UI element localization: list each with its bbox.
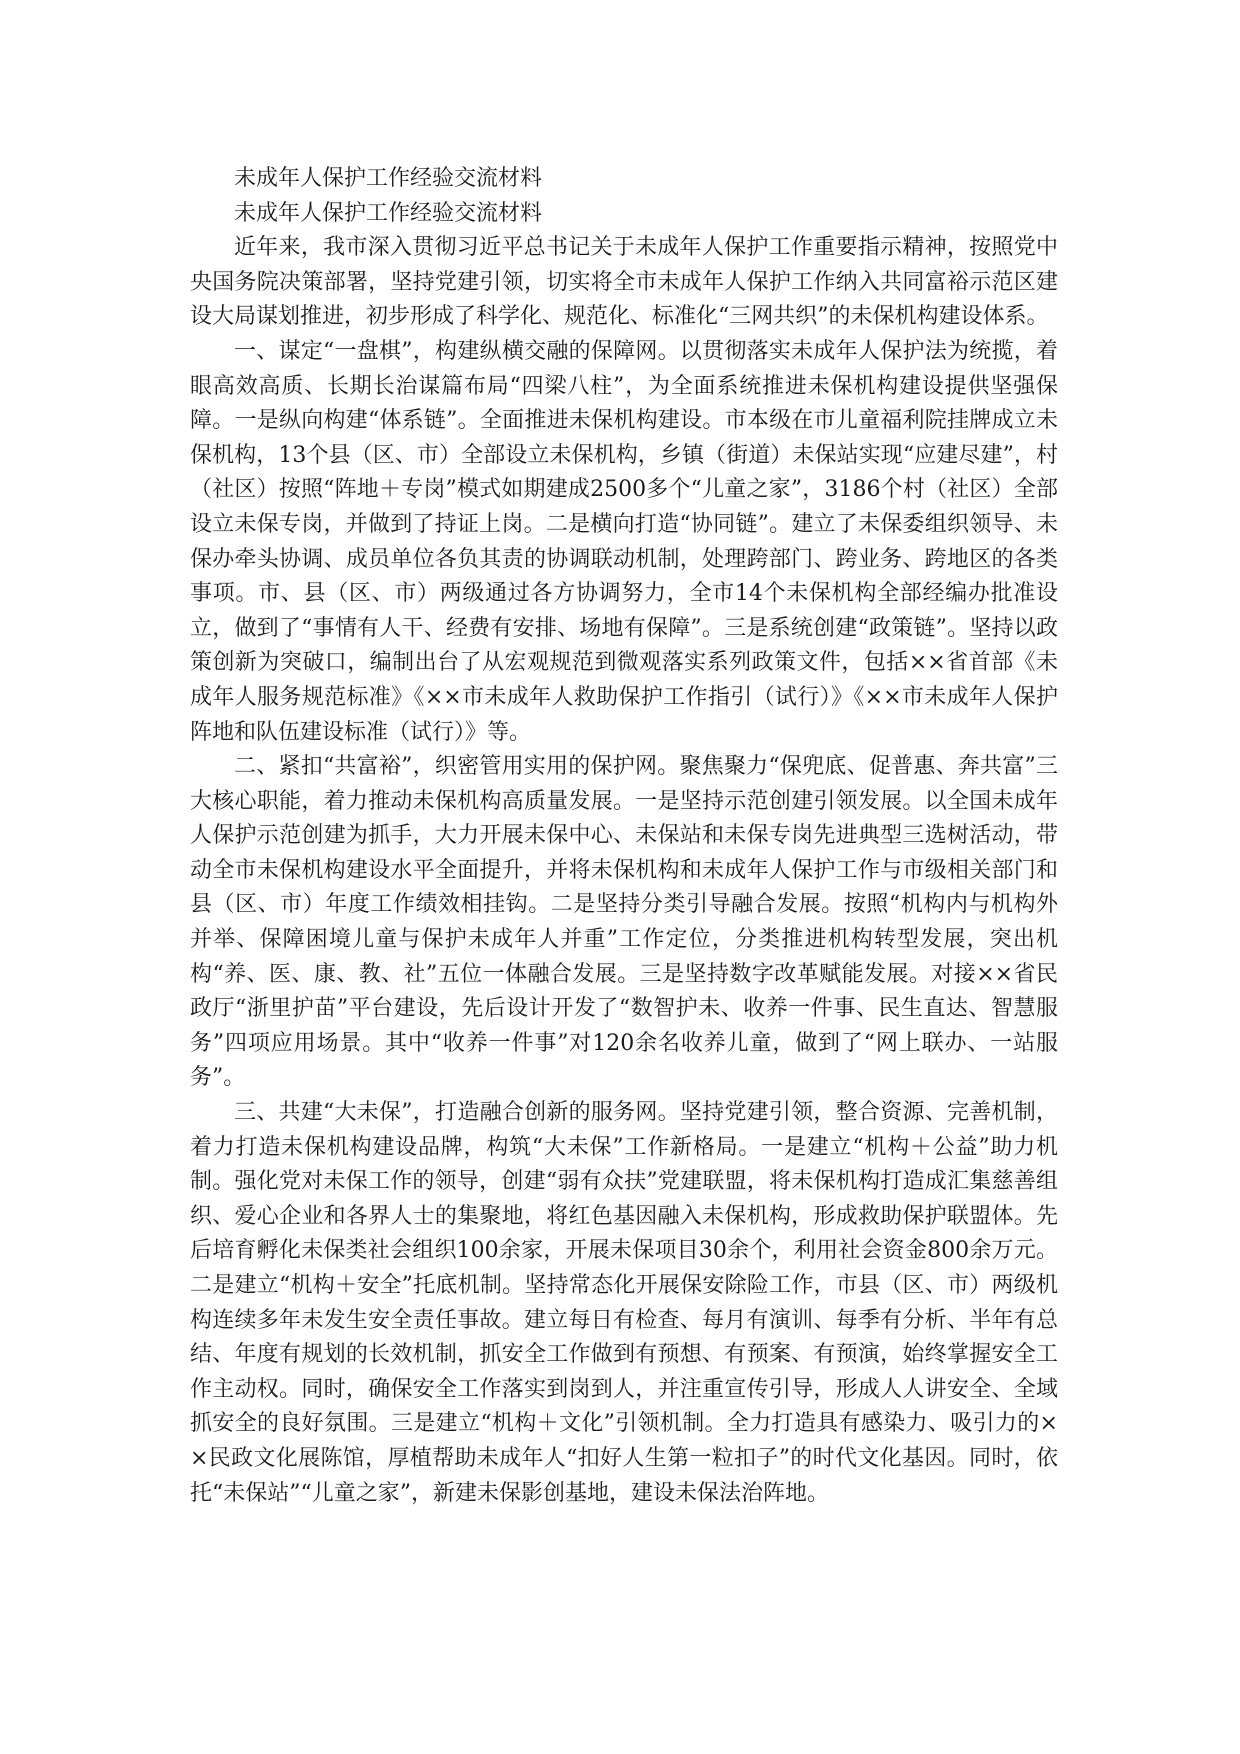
paragraph-section-2: 二、紧扣“共富裕”，织密管用实用的保护网。聚焦聚力“保兜底、促普惠、奔共富”三大核心职能，着力推动未保机构高质量发展。一是坚持示范创建引领发展。以全国未成年人保护示范创建为抓手，大力开展未保中心、未保站和未保专岗先进典型三选树活动，带动全市未保机构建设水平全面提升，并将未保机构和未成年人保护工作与市级相关部门和县（区、市）年度工作绩效相挂钩。二是坚持分类引导融合发展。按照“机构内与机构外并举、保障困境儿童与保护未成年人并重”工作定位，分类推进机构转型发展，突出机构“养、医、康、教、社”五位一体融合发展。三是坚持数字改革赋能发展。对接××省民政厅“浙里护苗”平台建设，先后设计开发了“数智护未、收养一件事、民生直达、智慧服务”四项应用场景。其中“收养一件事”对120余名收养儿童，做到了“网上联办、一站服务”。 [190, 754, 1058, 1091]
document-title-line-1: 未成年人保护工作经验交流材料 [234, 166, 543, 191]
paragraph-intro: 近年来，我市深入贯彻习近平总书记关于未成年人保护工作重要指示精神，按照党中央国务院决策部署，坚持党建引领，切实将全市未成年人保护工作纳入共同富裕示范区建设大局谋划推进，初步形成了科学化、规范化、标准化“三网共织”的未保机构建设体系。 [190, 235, 1058, 330]
paragraph-section-3: 三、共建“大未保”，打造融合创新的服务网。坚持党建引领，整合资源、完善机制，着力打造未保机构建设品牌，构筑“大未保”工作新格局。一是建立“机构＋公益”助力机制。强化党对未保工作的领导，创建“弱有众扶”党建联盟，将未保机构打造成汇集慈善组织、爱心企业和各界人士的集聚地，将红色基因融入未保机构，形成救助保护联盟体。先后培育孵化未保类社会组织100余家，开展未保项目30余个，利用社会资金800余万元。二是建立“机构＋安全”托底机制。坚持常态化开展保安除险工作，市县（区、市）两级机构连续多年未发生安全责任事故。建立每日有检查、每月有演训、每季有分析、半年有总结、年度有规划的长效机制，抓安全工作做到有预想、有预案、有预演，始终掌握安全工作主动权。同时，确保安全工作落实到岗到人，并注重宣传引导，形成人人讲安全、全域抓安全的良好氛围。三是建立“机构＋文化”引领机制。全力打造具有感染力、吸引力的××民政文化展陈馆，厚植帮助未成年人“扣好人生第一粒扣子”的时代文化基因。同时，依托“未保站”“儿童之家”，新建未保影创基地，建设未保法治阵地。 [190, 1100, 1058, 1506]
paragraph-section-1: 一、谋定“一盘棋”，构建纵横交融的保障网。以贯彻落实未成年人保护法为统揽，着眼高效高质、长期长治谋篇布局“四梁八柱”，为全面系统推进未保机构建设提供坚强保障。一是纵向构建“体系链”。全面推进未保机构建设。市本级在市儿童福利院挂牌成立未保机构，13个县（区、市）全部设立未保机构，乡镇（街道）未保站实现“应建尽建”，村（社区）按照“阵地＋专岗”模式如期建成2500多个“儿童之家”，3186个村（社区）全部设立未保专岗，并做到了持证上岗。二是横向打造“协同链”。建立了未保委组织领导、未保办牵头协调、成员单位各负其责的协调联动机制，处理跨部门、跨业务、跨地区的各类事项。市、县（区、市）两级通过各方协调努力，全市14个未保机构全部经编办批准设立，做到了“事情有人干、经费有安排、场地有保障”。三是系统创建“政策链”。坚持以政策创新为突破口，编制出台了从宏观规范到微观落实系列政策文件，包括××省首部《未成年人服务规范标准》《××市未成年人救助保护工作指引（试行）》《××市未成年人保护阵地和队伍建设标准（试行）》等。 [190, 338, 1058, 745]
document-title-line-2: 未成年人保护工作经验交流材料 [234, 200, 543, 226]
document-body [190, 162, 1058, 1511]
